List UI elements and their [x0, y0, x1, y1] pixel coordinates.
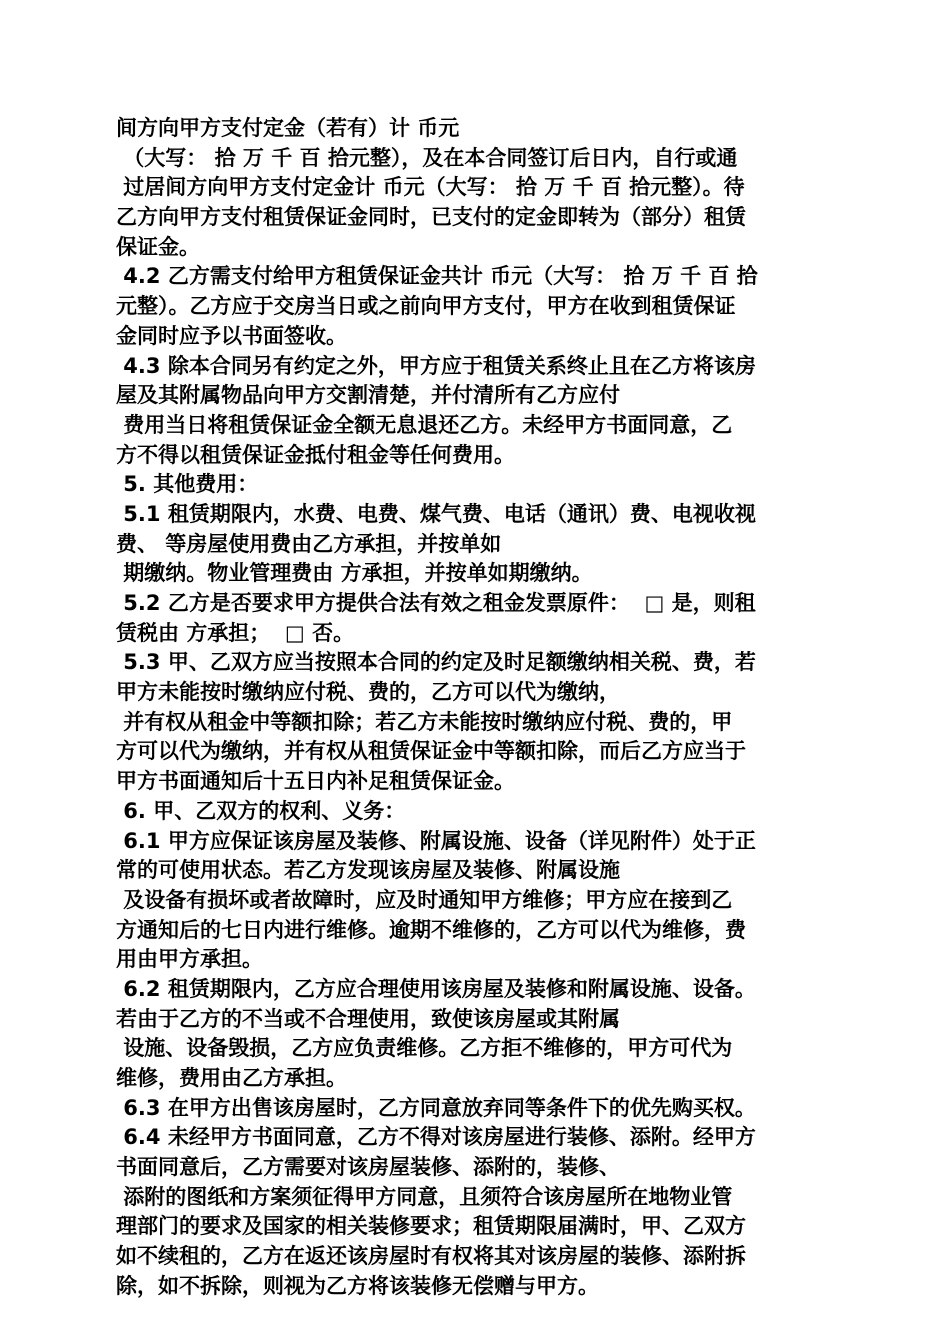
text-line: 元整）。乙方应于交房当日或之前向甲方支付，甲方在收到租赁保证 — [116, 294, 736, 319]
text-line: （大写： 拾 万 千 百 拾元整），及在本合同签订后日内，自行或通 — [116, 145, 738, 170]
text-line: 5.2 乙方是否要求甲方提供合法有效之租金发票原件： □ 是，则租 — [116, 591, 756, 615]
text-line: 过居间方向甲方支付定金计 币元（大写： 拾 万 千 百 拾元整）。待 — [116, 175, 745, 200]
text-line: 维修，费用由乙方承担。 — [116, 1066, 347, 1090]
text-line: 保证金。 — [116, 234, 200, 259]
text-line: 4.2 乙方需支付给甲方租赁保证金共计 币元（大写： 拾 万 千 百 拾 — [116, 264, 758, 289]
text-line: 5. 其他费用： — [116, 472, 259, 497]
text-line: 乙方向甲方支付租赁保证金同时，已支付的定金即转为（部分）租赁 — [116, 205, 746, 230]
text-line: 除，如不拆除，则视为乙方将该装修无偿赠与甲方。 — [116, 1273, 599, 1298]
text-line: 间方向甲方支付定金（若有）计 币元 — [116, 116, 460, 140]
text-line: 6.3 在甲方出售该房屋时，乙方同意放弃同等条件下的优先购买权。 — [116, 1095, 756, 1120]
text-line: 金同时应予以书面签收。 — [116, 323, 347, 348]
text-line: 屋及其附属物品向甲方交割清楚，并付清所有乙方应付 — [116, 383, 620, 408]
text-line: 赁税由 方承担； □ 否。 — [116, 620, 355, 645]
text-line: 常的可使用状态。若乙方发现该房屋及装修、附属设施 — [116, 858, 620, 883]
text-line: 期缴纳。物业管理费由 方承担，并按单如期缴纳。 — [116, 561, 593, 586]
text-line: 添附的图纸和方案须征得甲方同意，且须符合该房屋所在地物业管 — [116, 1184, 733, 1209]
text-line: 4.3 除本合同另有约定之外，甲方应于租赁关系终止且在乙方将该房 — [116, 353, 756, 378]
text-line: 理部门的要求及国家的相关装修要求；租赁期限届满时，甲、乙双方 — [116, 1214, 746, 1239]
text-line: 如不续租的，乙方在返还该房屋时有权将其对该房屋的装修、添附拆 — [116, 1244, 746, 1269]
text-line: 费、 等房屋使用费由乙方承担，并按单如 — [116, 531, 502, 556]
text-line: 费用当日将租赁保证金全额无息退还乙方。未经甲方书面同意，乙 — [116, 412, 733, 437]
text-line: 6.1 甲方应保证该房屋及装修、附属设施、设备（详见附件）处于正 — [116, 828, 756, 853]
text-line: 甲方书面通知后十五日内补足租赁保证金。 — [116, 769, 515, 794]
text-line: 方可以代为缴纳，并有权从租赁保证金中等额扣除，而后乙方应当于 — [116, 739, 746, 764]
text-line: 书面同意后，乙方需要对该房屋装修、添附的，装修、 — [116, 1155, 620, 1180]
text-line: 若由于乙方的不当或不合理使用，致使该房屋或其附属 — [116, 1006, 620, 1031]
text-line: 设施、设备毁损，乙方应负责维修。乙方拒不维修的，甲方可代为 — [116, 1036, 733, 1061]
text-line: 并有权从租金中等额扣除；若乙方未能按时缴纳应付税、费的，甲 — [116, 709, 733, 734]
text-line: 6.4 未经甲方书面同意，乙方不得对该房屋进行装修、添附。经甲方 — [116, 1125, 756, 1150]
text-line: 6.2 租赁期限内，乙方应合理使用该房屋及装修和附属设施、设备。 — [116, 976, 756, 1001]
contract-text — [116, 114, 840, 1302]
text-line: 方不得以租赁保证金抵付租金等任何费用。 — [116, 442, 515, 467]
text-line: 6. 甲、乙双方的权利、义务： — [116, 798, 406, 823]
text-line: 5.3 甲、乙双方应当按照本合同的约定及时足额缴纳相关税、费，若 — [116, 650, 756, 675]
text-line: 方通知后的七日内进行维修。逾期不维修的，乙方可以代为维修，费 — [116, 917, 746, 942]
text-line: 5.1 租赁期限内，水费、电费、煤气费、电话（通讯）费、电视收视 — [116, 501, 756, 526]
text-line: 用由甲方承担。 — [116, 947, 263, 972]
text-line: 及设备有损坏或者故障时，应及时通知甲方维修；甲方应在接到乙 — [116, 887, 733, 912]
text-line: 甲方未能按时缴纳应付税、费的，乙方可以代为缴纳， — [116, 680, 620, 705]
